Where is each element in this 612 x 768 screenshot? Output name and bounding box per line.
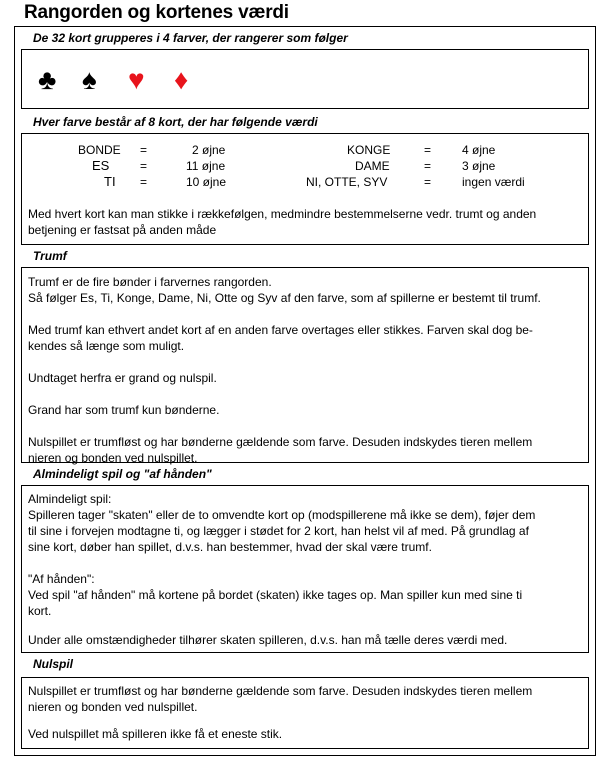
trumf-line: Undtaget herfra er grand og nulspil. [28,371,217,385]
almindeligt-line: Under alle omstændigheder tilhører skaten spilleren, d.v.s. han må tælle deres værdi med. [28,633,508,647]
equals: = [424,159,432,173]
card-value: 2 øjne [192,143,226,157]
card-value: 11 øjne [186,159,226,173]
almindeligt-line: sine kort, døber han spillet, d.v.s. han bestemmer, hvad der skal være trumf. [28,540,432,554]
equals: = [424,143,432,157]
card-value: 10 øjne [186,175,227,189]
card-value: ingen værdi [462,175,525,189]
values-heading: Hver farve består af 8 kort, der har følgende værdi [33,115,318,129]
nulspil-line: nieren og bonden ved nulspillet. [28,700,198,714]
equals: = [424,175,432,189]
card-name: BONDE [78,143,121,157]
almindeligt-line: Almindeligt spil: [28,492,112,506]
almindeligt-box [21,485,589,653]
almindeligt-line: "Af hånden": [28,572,95,586]
values-note-line: betjening er fastsat på anden måde [28,223,217,237]
nulspil-line: Ved nulspillet må spilleren ikke få et eneste stik. [28,727,283,741]
page-title: Rangorden og kortenes værdi [24,2,289,23]
card-name: KONGE [347,143,391,157]
card-value: 3 øjne [462,159,496,173]
trumf-line: Grand har som trumf kun bønderne. [28,403,220,417]
values-note-line: Med hvert kort kan man stikke i rækkefølgen, medmindre bestemmelserne vedr. trumt og anden [28,207,537,221]
trumf-box [21,267,589,463]
document-frame [14,26,596,756]
card-name: ES [92,158,110,173]
nulspil-heading: Nulspil [33,657,74,671]
values-box [21,133,589,245]
trumf-line: Nulspillet er trumfløst og har bønderne gældende som farve. Desuden indskydes tieren mellem [28,435,533,449]
almindeligt-line: Spilleren tager "skaten" eller de to omvendte kort op (modspillerene må ikke se dem), føjer dem [28,508,536,522]
trumf-line: kendes så længe som muligt. [28,339,185,353]
almindeligt-line: Ved spil "af hånden" må kortene på bordet (skaten) ikke tages op. Man spiller kun med sine ti [28,588,523,602]
suits-box [21,49,589,109]
card-value: 4 øjne [462,143,496,157]
almindeligt-line: til sine i forvejen modtagne ti, og lægger i stødet for 2 kort, han helst vil af med. På grundlag af [28,524,529,538]
trumf-line: Så følger Es, Ti, Konge, Dame, Ni, Otte og Syv af den farve, som af spillerne er bestemt til trumf. [28,291,541,305]
card-name: TI [104,174,116,189]
nulspil-box [21,677,589,749]
equals: = [140,175,148,189]
club-icon: ♣ [38,64,57,95]
equals: = [140,159,148,173]
card-name: NI, OTTE, SYV [306,175,388,189]
heart-icon: ♥ [128,64,145,95]
trumf-heading: Trumf [33,249,67,263]
equals: = [140,143,148,157]
trumf-line: nieren og bonden ved nulspillet. [28,451,198,465]
diamond-icon: ♦ [174,64,189,95]
trumf-line: Trumf er de fire bønder i farvernes rangorden. [28,275,272,289]
suits-heading: De 32 kort grupperes i 4 farver, der rangerer som følger [33,31,348,45]
card-name: DAME [355,159,390,173]
almindeligt-heading: Almindeligt spil og "af hånden" [33,467,212,481]
almindeligt-line: kort. [28,604,52,618]
spade-icon: ♠ [82,64,97,95]
trumf-line: Med trumf kan ethvert andet kort af en anden farve overtages eller stikkes. Farven skal dog be- [28,323,533,337]
nulspil-line: Nulspillet er trumfløst og har bønderne gældende som farve. Desuden indskydes tieren mellem [28,684,533,698]
